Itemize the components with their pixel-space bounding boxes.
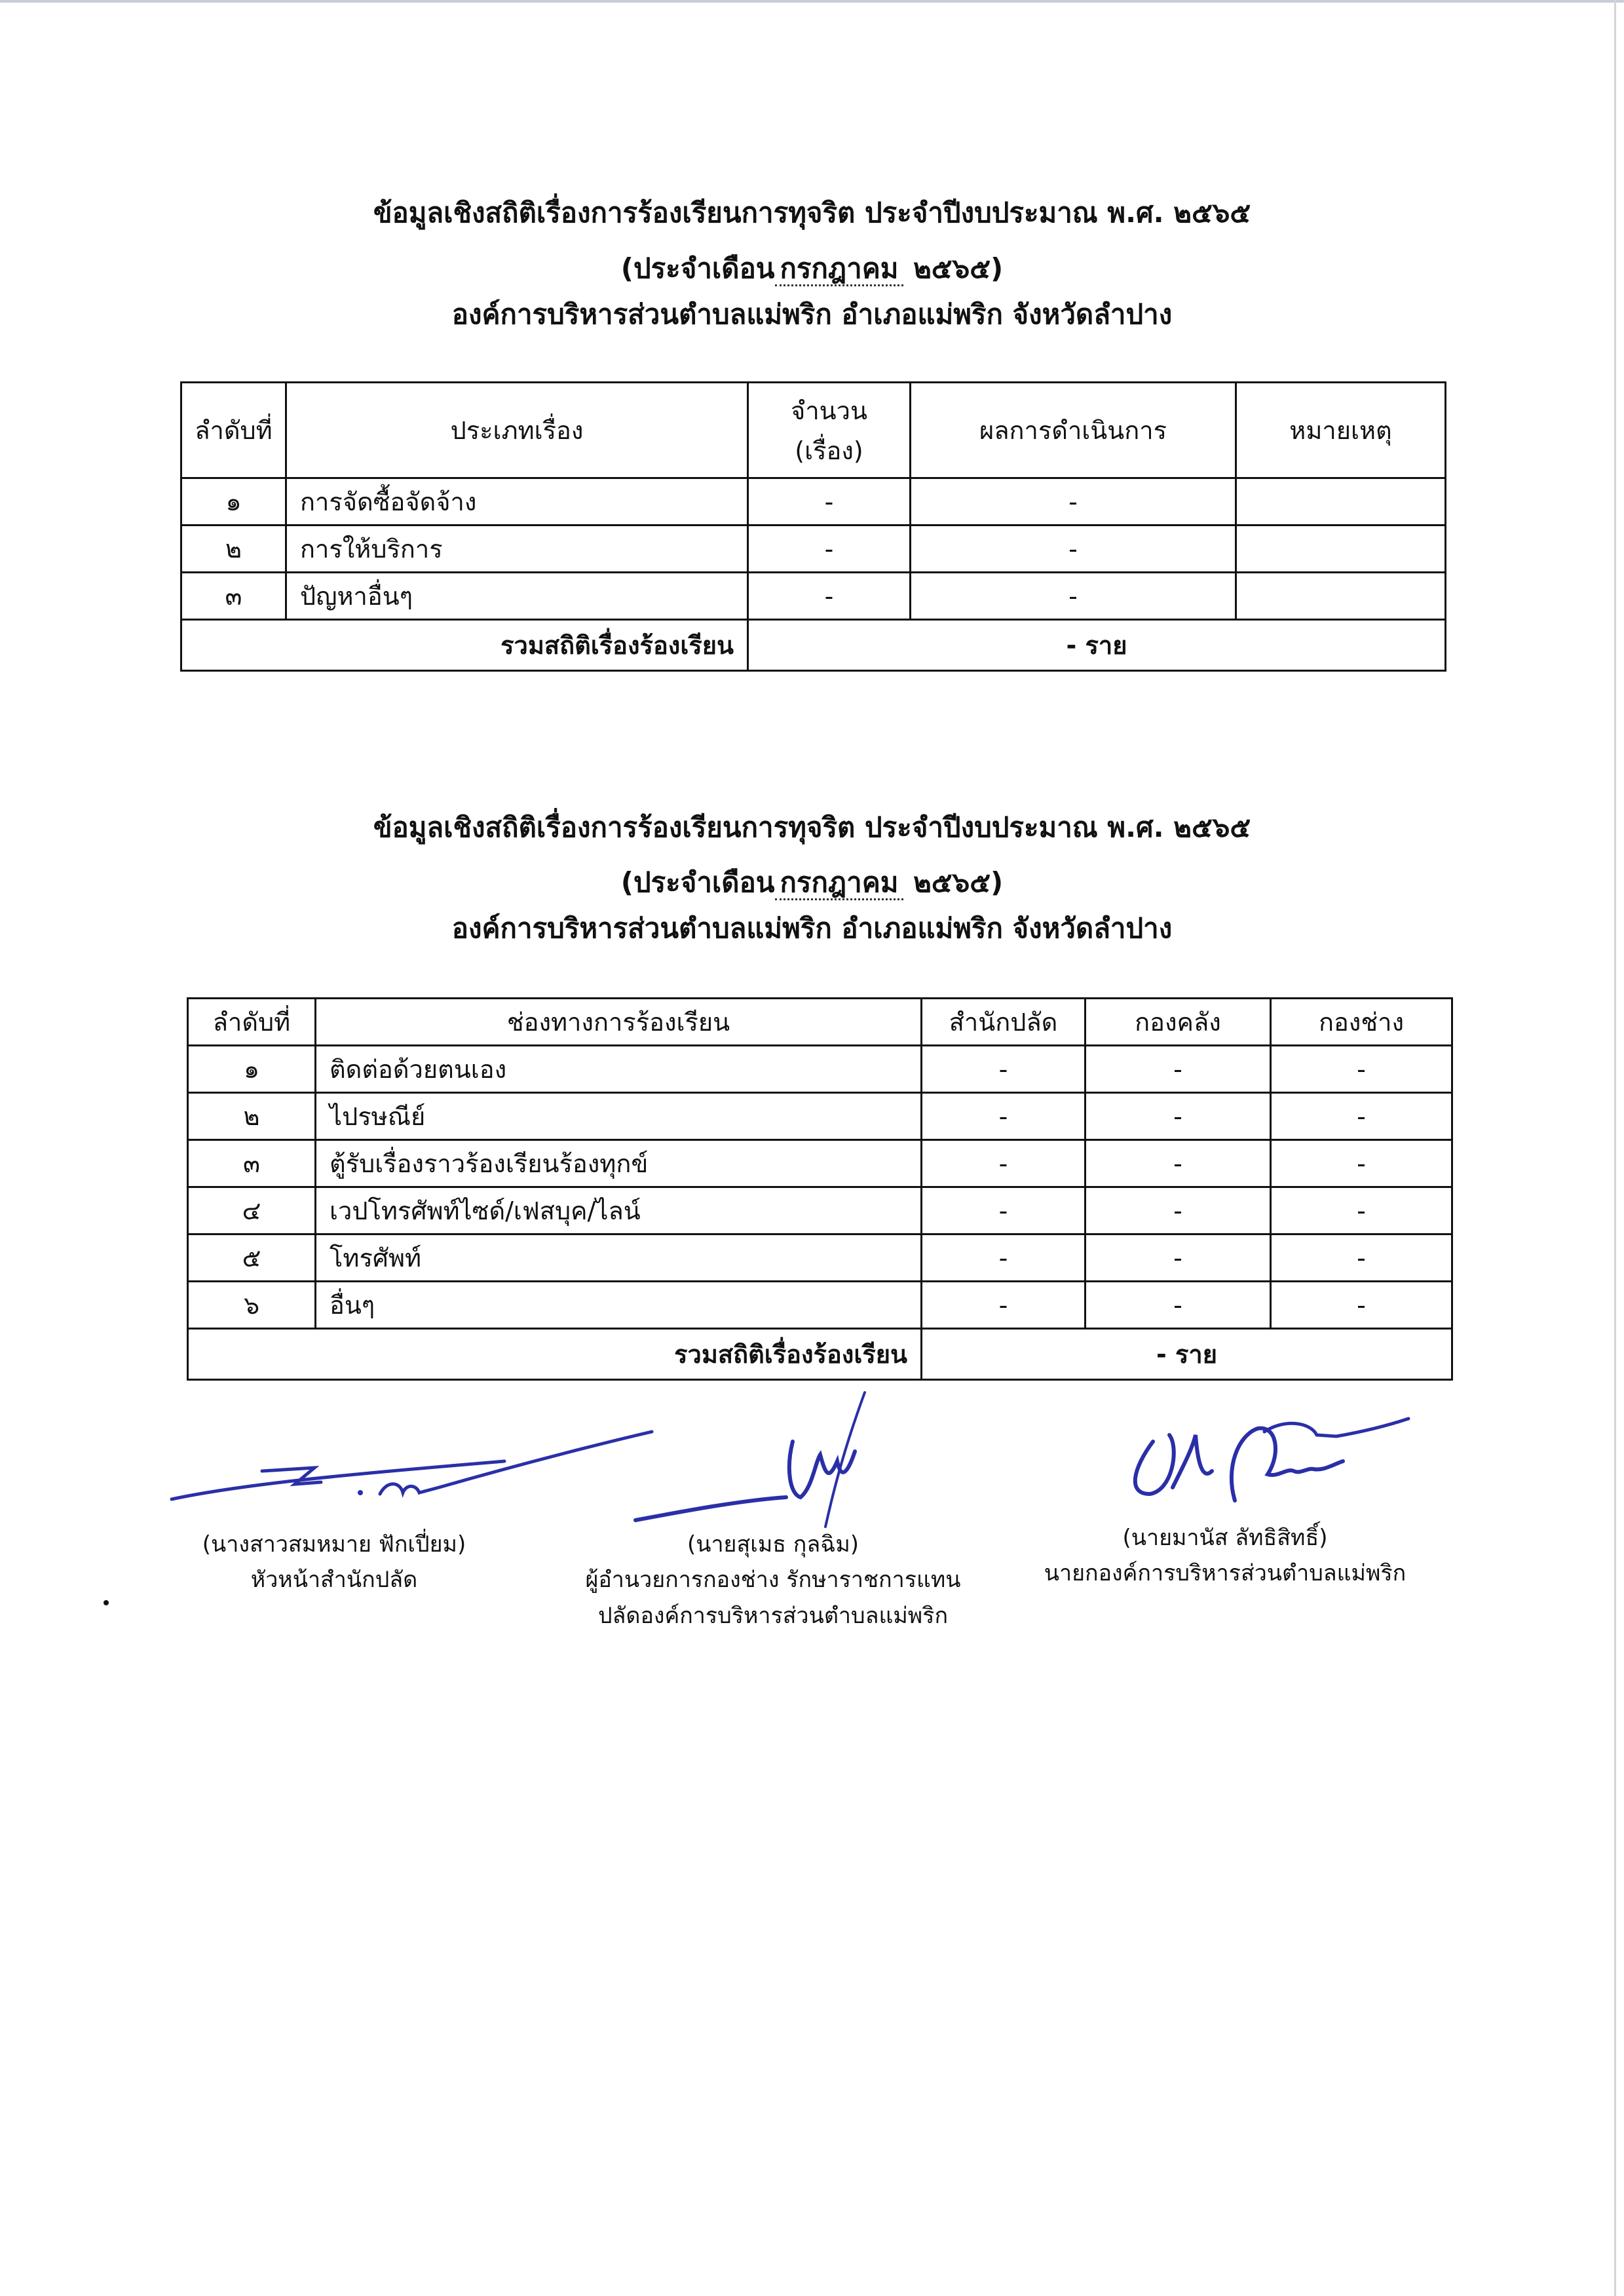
signer-position: หัวหน้าสำนักปลัด bbox=[250, 1567, 418, 1594]
row-channel: ตู้รับเรื่องราวร้องเรียนร้องทุกข์ bbox=[316, 1140, 922, 1187]
section1-title: ข้อมูลเชิงสถิติเรื่องการร้องเรียนการทุจริต ประจำปีงบประมาณ พ.ศ. ๒๕๖๕ bbox=[373, 197, 1251, 229]
signature-block-1 bbox=[170, 1527, 498, 1598]
month-prefix: (ประจำเดือน bbox=[620, 866, 775, 898]
signer-position: ผู้อำนวยการกองช่าง รักษาราชการแทน bbox=[585, 1567, 961, 1594]
row-note bbox=[1236, 526, 1446, 573]
row-type: การให้บริการ bbox=[286, 526, 748, 573]
table-row bbox=[188, 1046, 1452, 1093]
row-no: ๑ bbox=[181, 478, 286, 526]
row-no: ๓ bbox=[188, 1140, 316, 1187]
signature-1-ink bbox=[164, 1422, 675, 1514]
row-office: - bbox=[922, 1046, 1086, 1093]
table1-total-row bbox=[181, 620, 1446, 671]
complaint-channel-table bbox=[187, 997, 1453, 1381]
header-no: ลำดับที่ bbox=[188, 999, 316, 1046]
table-row bbox=[188, 1187, 1452, 1234]
signer-name: (นายสุเมธ กุลฉิม) bbox=[687, 1531, 859, 1558]
month-name: กรกฎาคม bbox=[775, 252, 904, 286]
month-year: ๒๕๖๕) bbox=[913, 252, 1004, 284]
row-channel: ไปรษณีย์ bbox=[316, 1093, 922, 1140]
row-note bbox=[1236, 573, 1446, 620]
signature-block-3 bbox=[1022, 1520, 1428, 1592]
row-count: - bbox=[748, 526, 911, 573]
header-channel: ช่องทางการร้องเรียน bbox=[316, 999, 922, 1046]
signer-position: นายกองค์การบริหารส่วนตำบลแม่พริก bbox=[1044, 1560, 1407, 1587]
row-engineering: - bbox=[1271, 1282, 1452, 1329]
row-type: การจัดซื้อจัดจ้าง bbox=[286, 478, 748, 526]
table2-total-row bbox=[188, 1329, 1452, 1380]
row-finance: - bbox=[1086, 1282, 1271, 1329]
row-office: - bbox=[922, 1140, 1086, 1187]
row-engineering: - bbox=[1271, 1140, 1452, 1187]
row-channel: โทรศัพท์ bbox=[316, 1234, 922, 1282]
header-note: หมายเหตุ bbox=[1236, 383, 1446, 478]
row-finance: - bbox=[1086, 1093, 1271, 1140]
row-channel: เวปโทรศัพท์ไซด์/เฟสบุค/ไลน์ bbox=[316, 1187, 922, 1234]
month-name: กรกฎาคม bbox=[775, 866, 904, 900]
total-label: รวมสถิติเรื่องร้องเรียน bbox=[188, 1329, 922, 1380]
signature-3-ink bbox=[1114, 1409, 1415, 1533]
header-finance: กองคลัง bbox=[1086, 999, 1271, 1046]
row-no: ๑ bbox=[188, 1046, 316, 1093]
header-count: จำนวน (เรื่อง) bbox=[748, 383, 911, 478]
row-office: - bbox=[922, 1282, 1086, 1329]
row-engineering: - bbox=[1271, 1093, 1452, 1140]
row-no: ๒ bbox=[181, 526, 286, 573]
row-channel: อื่นๆ bbox=[316, 1282, 922, 1329]
section1-month bbox=[0, 252, 1624, 285]
row-engineering: - bbox=[1271, 1187, 1452, 1234]
header-no: ลำดับที่ bbox=[181, 383, 286, 478]
header-result: ผลการดำเนินการ bbox=[911, 383, 1236, 478]
row-result: - bbox=[911, 478, 1236, 526]
row-no: ๓ bbox=[181, 573, 286, 620]
header-type: ประเภทเรื่อง bbox=[286, 383, 748, 478]
month-year: ๒๕๖๕) bbox=[913, 866, 1004, 898]
table1-header-row bbox=[181, 383, 1446, 478]
signature-block-2 bbox=[550, 1527, 996, 1634]
signature-2-ink bbox=[629, 1389, 904, 1540]
row-note bbox=[1236, 478, 1446, 526]
row-no: ๔ bbox=[188, 1187, 316, 1234]
table-row bbox=[181, 526, 1446, 573]
header-engineering: กองช่าง bbox=[1271, 999, 1452, 1046]
table-row bbox=[188, 1093, 1452, 1140]
total-value: - ราย bbox=[922, 1329, 1452, 1380]
row-result: - bbox=[911, 526, 1236, 573]
section2-title: ข้อมูลเชิงสถิติเรื่องการร้องเรียนการทุจริต ประจำปีงบประมาณ พ.ศ. ๒๕๖๕ bbox=[373, 811, 1251, 843]
table-row bbox=[188, 1140, 1452, 1187]
row-type: ปัญหาอื่นๆ bbox=[286, 573, 748, 620]
row-finance: - bbox=[1086, 1140, 1271, 1187]
month-prefix: (ประจำเดือน bbox=[620, 252, 775, 284]
header-office: สำนักปลัด bbox=[922, 999, 1086, 1046]
row-no: ๕ bbox=[188, 1234, 316, 1282]
scan-right-edge bbox=[1614, 0, 1616, 2296]
row-engineering: - bbox=[1271, 1046, 1452, 1093]
total-label: รวมสถิติเรื่องร้องเรียน bbox=[181, 620, 748, 671]
total-value: - ราย bbox=[748, 620, 1446, 671]
row-result: - bbox=[911, 573, 1236, 620]
signer-name: (นายมานัส ลัทธิสิทธิ์) bbox=[1122, 1525, 1328, 1551]
table2-header-row bbox=[188, 999, 1452, 1046]
row-count: - bbox=[748, 573, 911, 620]
signer-name: (นางสาวสมหมาย ฟักเปี่ยม) bbox=[202, 1531, 466, 1558]
row-office: - bbox=[922, 1234, 1086, 1282]
section2-org: องค์การบริหารส่วนตำบลแม่พริก อำเภอแม่พริก จังหวัดลำปาง bbox=[451, 912, 1173, 944]
row-office: - bbox=[922, 1187, 1086, 1234]
table-row bbox=[188, 1282, 1452, 1329]
stray-dot bbox=[104, 1600, 109, 1605]
row-finance: - bbox=[1086, 1046, 1271, 1093]
section2-month bbox=[0, 866, 1624, 899]
row-engineering: - bbox=[1271, 1234, 1452, 1282]
table-row bbox=[181, 573, 1446, 620]
table-row bbox=[181, 478, 1446, 526]
row-office: - bbox=[922, 1093, 1086, 1140]
section1-org: องค์การบริหารส่วนตำบลแม่พริก อำเภอแม่พริก จังหวัดลำปาง bbox=[451, 298, 1173, 330]
row-count: - bbox=[748, 478, 911, 526]
complaint-type-table bbox=[180, 381, 1446, 672]
scan-top-edge bbox=[0, 0, 1624, 3]
row-no: ๒ bbox=[188, 1093, 316, 1140]
signer-position-line2: ปลัดองค์การบริหารส่วนตำบลแม่พริก bbox=[597, 1602, 949, 1629]
row-no: ๖ bbox=[188, 1282, 316, 1329]
table-row bbox=[188, 1234, 1452, 1282]
row-finance: - bbox=[1086, 1187, 1271, 1234]
row-finance: - bbox=[1086, 1234, 1271, 1282]
row-channel: ติดต่อด้วยตนเอง bbox=[316, 1046, 922, 1093]
